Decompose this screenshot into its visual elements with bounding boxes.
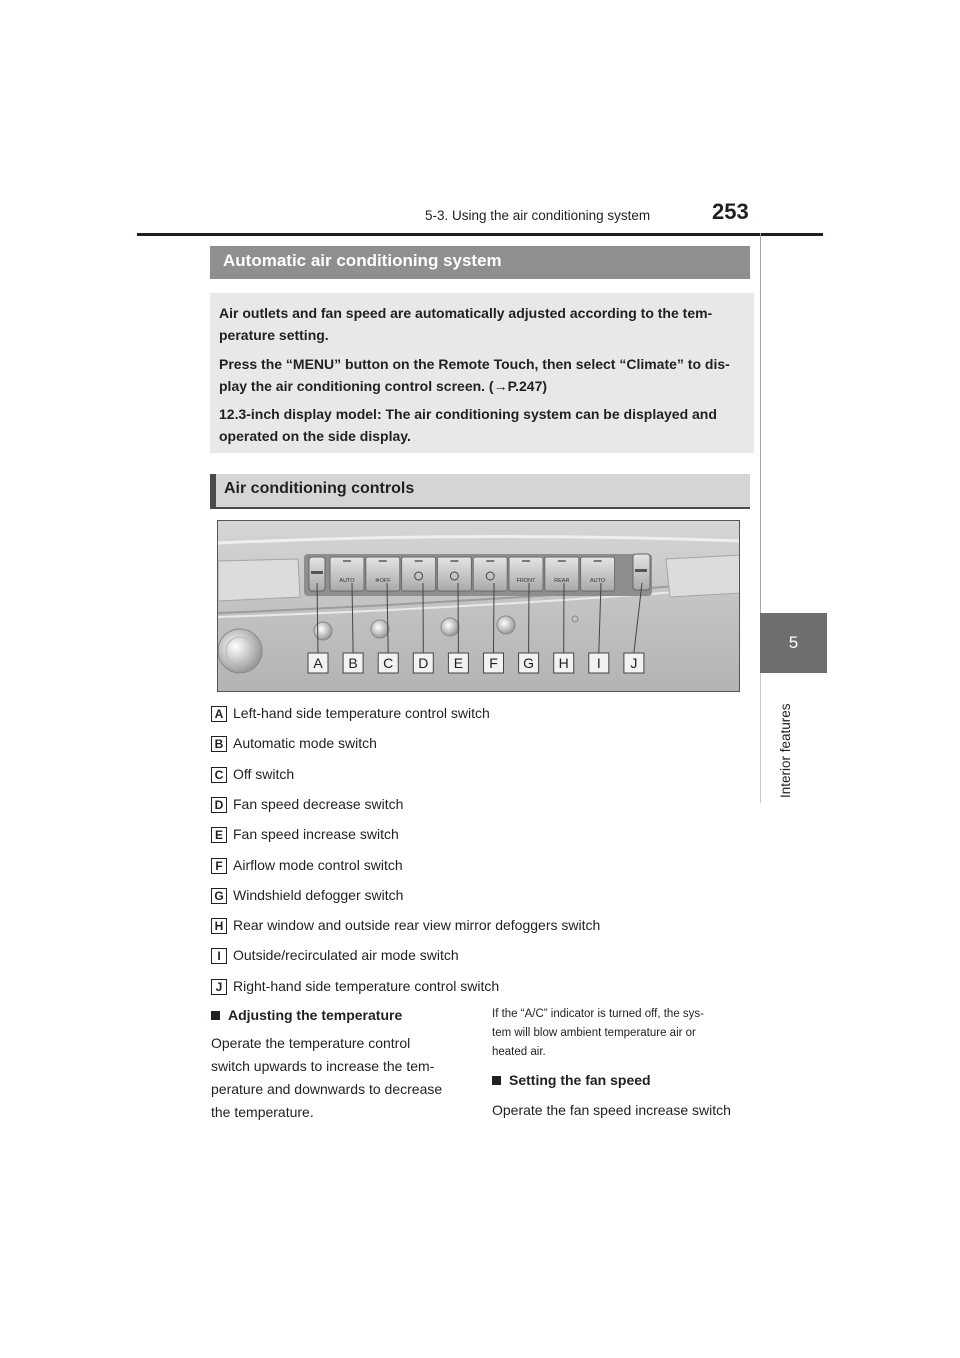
chapter-label: Interior features [778, 703, 793, 798]
legend-text: Rear window and outside rear view mirror defoggers switch [233, 917, 601, 933]
panel-button-label: ❄OFF [374, 578, 391, 584]
panel-button-label: FRONT [516, 578, 536, 584]
climate-panel-figure [217, 520, 740, 692]
panel-button-label: REAR [554, 578, 570, 584]
legend-text: Fan speed decrease switch [233, 796, 404, 812]
callout-letter: I [596, 655, 601, 671]
indicator-light [558, 560, 566, 562]
indicator-light [379, 560, 387, 562]
section-title: Automatic air conditioning system [223, 251, 502, 270]
indicator-light [486, 560, 494, 562]
square-bullet-icon [492, 1076, 501, 1085]
panel-button [402, 557, 436, 591]
subsection-rule [210, 507, 750, 509]
page-number: 253 [712, 199, 749, 224]
indicator-light [450, 560, 458, 562]
intro-line-1: Air outlets and fan speed are automatically adjusted according to the tem- [219, 305, 713, 321]
legend-letter-d: D [211, 797, 227, 813]
legend-letter-e: E [211, 827, 227, 843]
panel-button-label: AUTO [590, 578, 606, 584]
intro-line-6: operated on the side display. [219, 428, 411, 444]
intro-line-3: Press the “MENU” button on the Remote Touch, then select “Climate” to dis- [219, 356, 730, 372]
indicator-light [594, 560, 602, 562]
legend-text: Off switch [233, 766, 295, 782]
subsection-title: Air conditioning controls [224, 480, 415, 497]
panel-button [545, 557, 579, 591]
legend-text: Left-hand side temperature control switch [233, 705, 490, 721]
legend-text: Windshield defogger switch [233, 887, 404, 903]
subsection-header [210, 474, 750, 507]
chapter-number-tab [760, 613, 827, 673]
callout-letter: H [558, 655, 569, 671]
right-body-line-1: Operate the fan speed increase switch [492, 1102, 731, 1118]
square-bullet-icon [211, 1011, 220, 1020]
legend-text: Automatic mode switch [233, 735, 377, 751]
note-line-2: tem will blow ambient temperature air or [492, 1027, 696, 1039]
left-body-line-4: the temperature. [211, 1104, 314, 1120]
panel-button-label: AUTO [339, 578, 355, 584]
climate-panel-illustration [218, 521, 740, 692]
chapter-label-tab [778, 680, 800, 800]
intro-line-2: perature setting. [219, 327, 329, 343]
legend-text: Outside/recirculated air mode switch [233, 947, 459, 963]
indicator-light [415, 560, 423, 562]
legend-letter-c: C [211, 767, 227, 783]
callout-letter: J [630, 655, 638, 671]
note-line-3: heated air. [492, 1046, 546, 1058]
panel-button [581, 557, 615, 591]
header-rule [137, 233, 823, 236]
legend-letter-a: A [211, 706, 227, 722]
subheading-fan-speed [492, 1072, 651, 1088]
legend-letter-i: I [211, 948, 227, 964]
legend-letter-h: H [211, 918, 227, 934]
running-header-title: 5-3. Using the air conditioning system [425, 208, 651, 223]
chapter-number: 5 [788, 633, 799, 652]
legend-letter-b: B [211, 736, 227, 752]
panel-button [366, 557, 400, 591]
section-header [210, 246, 750, 279]
subheading-text: Setting the fan speed [509, 1072, 651, 1088]
panel-button [473, 557, 507, 591]
subheading-text: Adjusting the temperature [228, 1007, 403, 1023]
panel-button [437, 557, 471, 591]
panel-button [509, 557, 543, 591]
side-tab-divider [760, 233, 761, 613]
indicator-light [343, 560, 351, 562]
side-tab-divider-lower [760, 673, 761, 803]
indicator-light [522, 560, 530, 562]
callout-letter: A [313, 655, 323, 671]
left-body-line-3: perature and downwards to decrease [211, 1081, 443, 1097]
intro-line-4: play the air conditioning control screen. (→P.247) [219, 378, 548, 394]
callout-letter: G [523, 655, 535, 671]
left-body-line-1: Operate the temperature control [211, 1035, 411, 1051]
panel-button [330, 557, 364, 591]
legend-text: Airflow mode control switch [233, 857, 403, 873]
subheading-adjust-temperature [211, 1007, 402, 1023]
callout-leader-line [494, 583, 495, 653]
legend-letter-f: F [211, 858, 227, 874]
legend-text: Right-hand side temperature control switch [233, 978, 500, 994]
note-line-1: If the “A/C” indicator is turned off, the sys- [492, 1008, 704, 1020]
callout-letter: D [418, 655, 429, 671]
legend-text: Fan speed increase switch [233, 826, 399, 842]
callout-letter: E [453, 655, 464, 671]
intro-line-5: 12.3-inch display model: The air conditioning system can be displayed and [219, 406, 717, 422]
legend-letter-g: G [211, 888, 227, 904]
legend-letter-j: J [211, 979, 227, 995]
callout-letter: C [383, 655, 394, 671]
intro-box [210, 293, 754, 453]
left-body-line-2: switch upwards to increase the tem- [211, 1058, 435, 1074]
callout-letter: F [489, 655, 498, 671]
callout-letter: B [348, 655, 358, 671]
